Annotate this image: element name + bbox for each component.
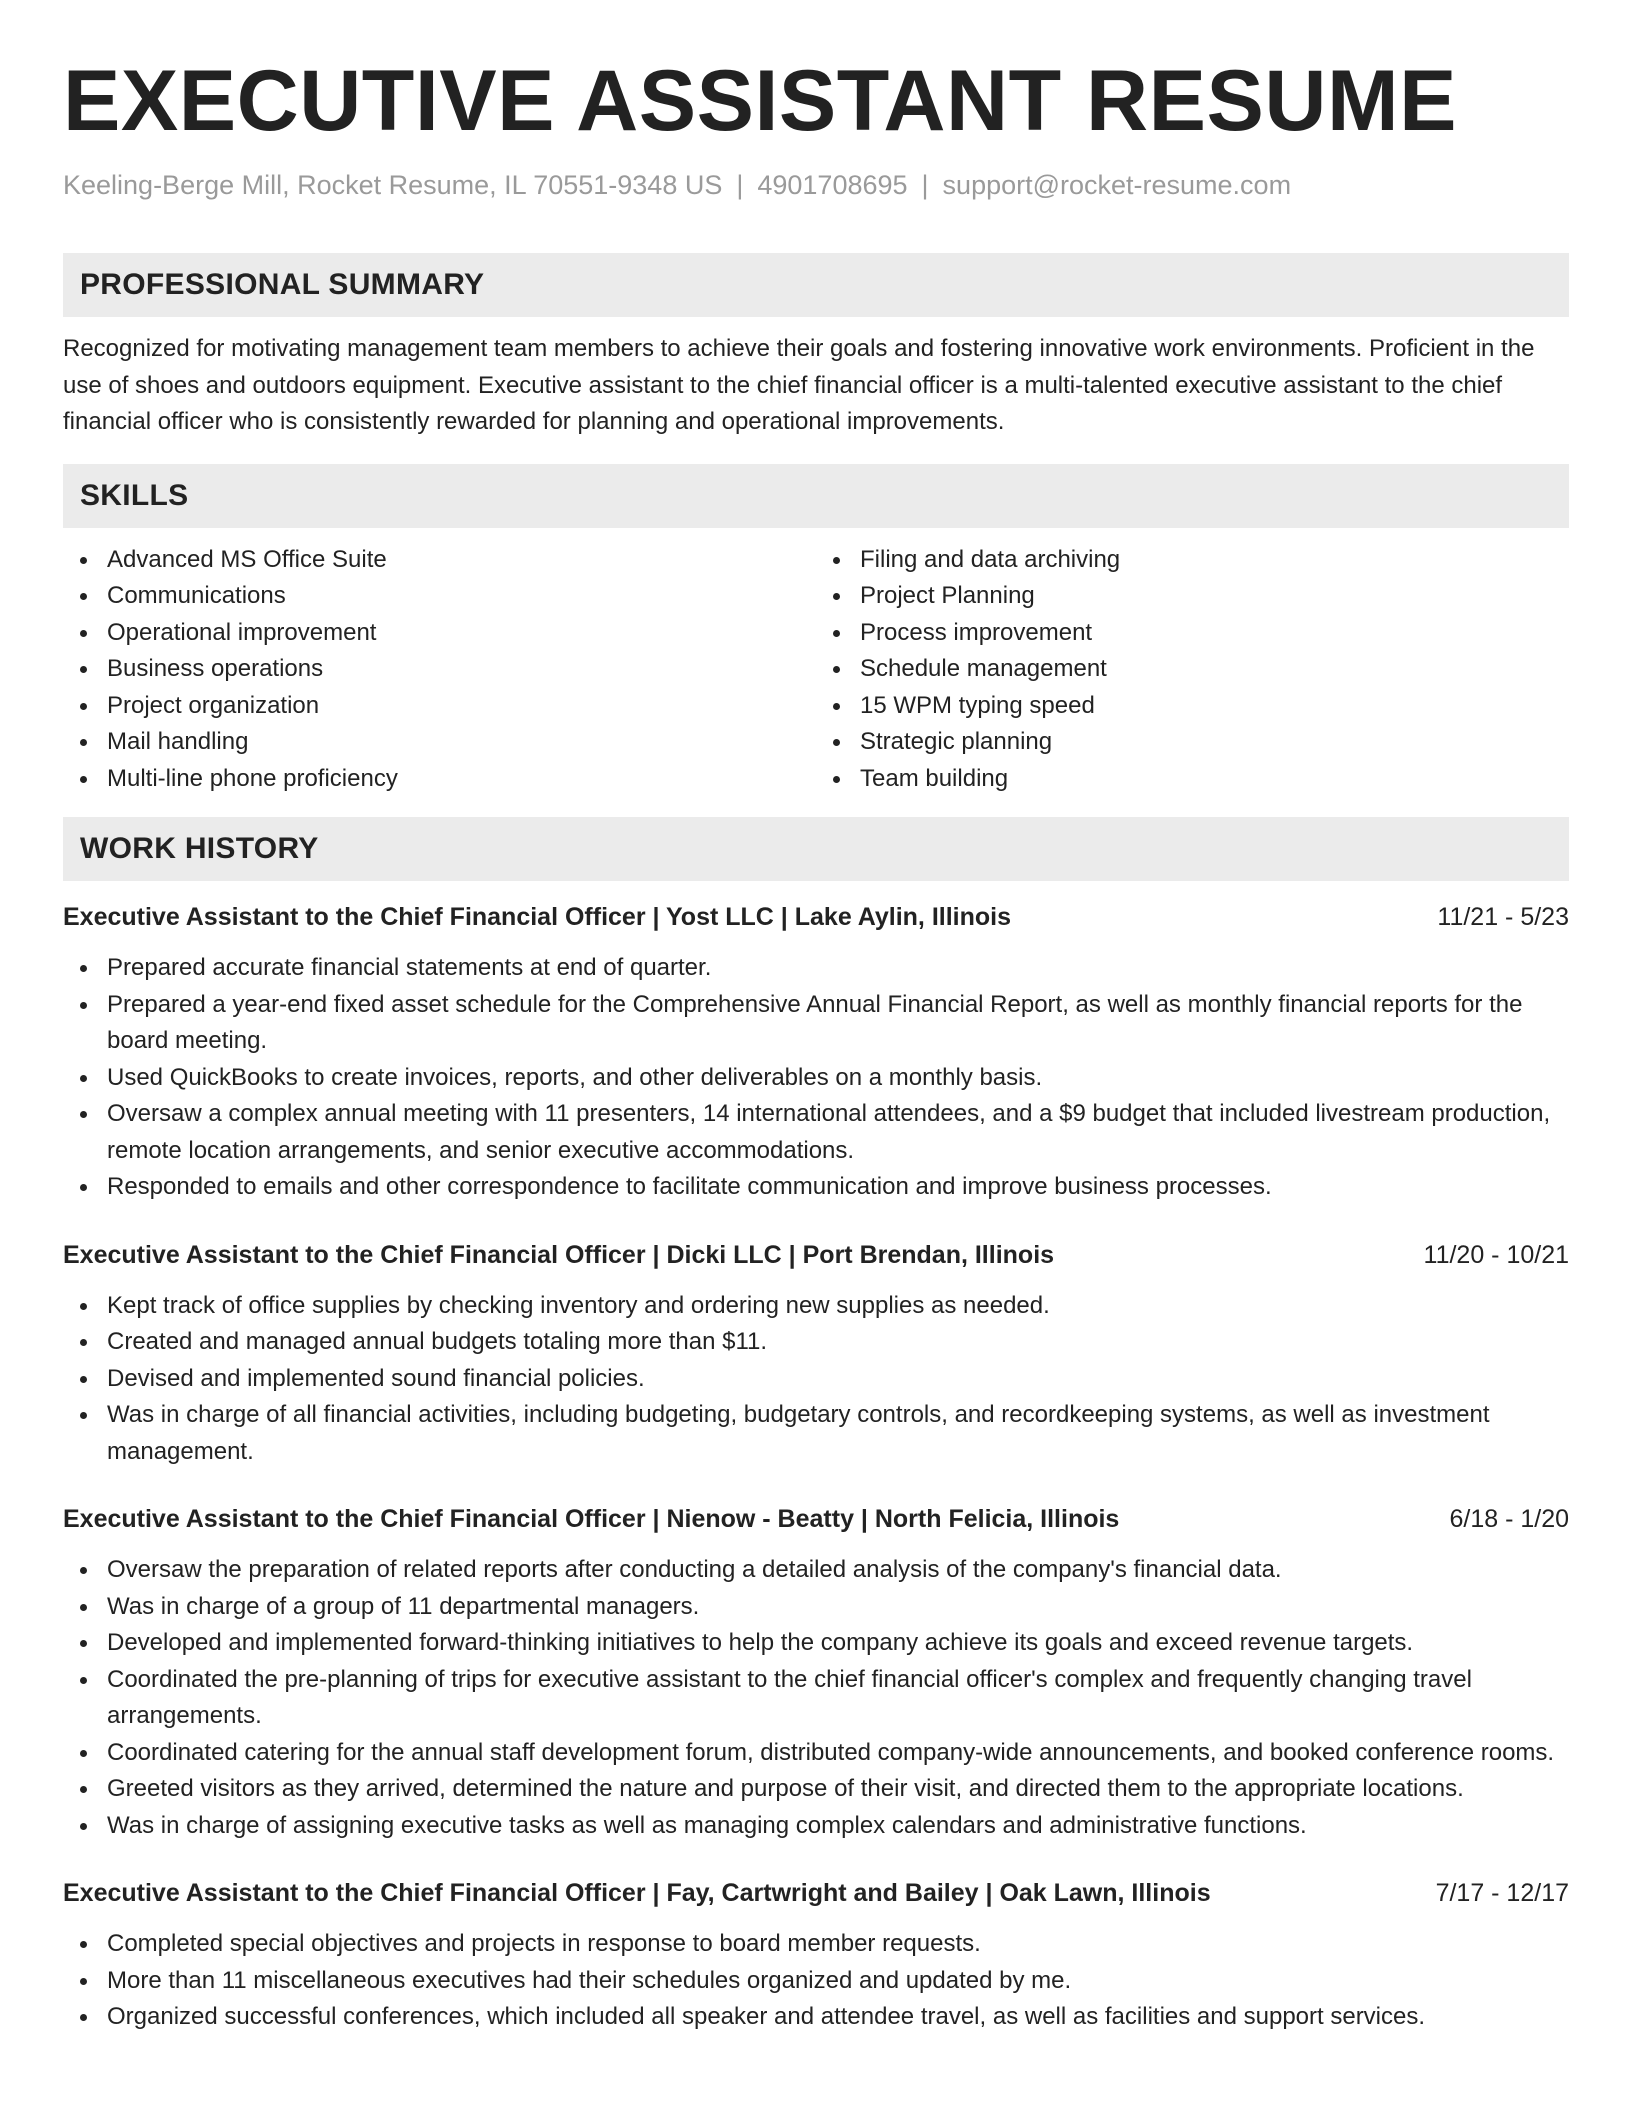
job-bullet: Kept track of office supplies by checking inventory and ordering new supplies as needed.: [107, 1288, 1569, 1325]
section-header-skills: SKILLS: [63, 464, 1569, 528]
skill-item: Schedule management: [860, 651, 1569, 688]
skill-item: Mail handling: [107, 724, 816, 761]
job-entry: [63, 1237, 1569, 1471]
contact-phone: 4901708695: [757, 170, 908, 200]
contact-separator: |: [736, 170, 744, 200]
job-title: Executive Assistant to the Chief Financial Officer | Dicki LLC | Port Brendan, Illinois: [63, 1240, 1055, 1269]
job-bullets: [63, 950, 1569, 1206]
job-bullet: Responded to emails and other correspondence to facilitate communication and improve business processes.: [107, 1169, 1569, 1206]
skills-column-left: [63, 542, 816, 798]
skill-item: Process improvement: [860, 615, 1569, 652]
skill-item: Strategic planning: [860, 724, 1569, 761]
job-bullet: Oversaw the preparation of related reports after conducting a detailed analysis of the company's financial data.: [107, 1552, 1569, 1589]
skill-item: Operational improvement: [107, 615, 816, 652]
job-title: Executive Assistant to the Chief Financial Officer | Fay, Cartwright and Bailey | Oak Lawn, Illinois: [63, 1879, 1211, 1908]
skill-item: Multi-line phone proficiency: [107, 761, 816, 798]
job-bullet: Organized successful conferences, which included all speaker and attendee travel, as well as facilities and support services.: [107, 1999, 1569, 2036]
skills-list: [63, 542, 1569, 798]
job-bullets: [63, 1926, 1569, 2036]
section-header-work-history: WORK HISTORY: [63, 817, 1569, 881]
job-header: [63, 899, 1569, 935]
job-bullet: Oversaw a complex annual meeting with 11 presenters, 14 international attendees, and a $9 budget that included livestream production, remote location arrangements, and senior executive accommodations.: [107, 1096, 1569, 1169]
job-bullet: Used QuickBooks to create invoices, reports, and other deliverables on a monthly basis.: [107, 1060, 1569, 1097]
skill-item: Business operations: [107, 651, 816, 688]
resume-title: EXECUTIVE ASSISTANT RESUME: [63, 53, 1457, 149]
job-bullets: [63, 1288, 1569, 1471]
job-bullet: Coordinated catering for the annual staff development forum, distributed company-wide announcements, and booked conference rooms.: [107, 1735, 1569, 1772]
skill-item: Filing and data archiving: [860, 542, 1569, 579]
job-bullet: Devised and implemented sound financial policies.: [107, 1361, 1569, 1398]
job-bullet: Was in charge of all financial activities, including budgeting, budgetary controls, and recordkeeping systems, as well as investment management.: [107, 1397, 1569, 1470]
summary-text: Recognized for motivating management team members to achieve their goals and fostering innovative work environments. Proficient in the use of shoes and outdoors equipment. Executive assistant to the chief financial officer is a multi-talented executive assistant to the chief financial officer who is consistently rewarded for planning and operational improvements.: [63, 335, 1535, 436]
job-bullet: Was in charge of assigning executive tasks as well as managing complex calendars and administrative functions.: [107, 1808, 1569, 1845]
job-bullet: Developed and implemented forward-thinking initiatives to help the company achieve its goals and exceed revenue targets.: [107, 1625, 1569, 1662]
job-entry: [63, 1875, 1569, 2036]
skills-column-right: [816, 542, 1569, 798]
job-dates: 11/21 - 5/23: [1437, 903, 1569, 932]
skill-item: Advanced MS Office Suite: [107, 542, 816, 579]
job-header: [63, 1875, 1569, 1911]
job-entry: [63, 1501, 1569, 1844]
job-title: Executive Assistant to the Chief Financial Officer | Nienow - Beatty | North Felicia, Illinois: [63, 1505, 1120, 1534]
job-header: [63, 1237, 1569, 1273]
contact-line: [63, 169, 1569, 201]
job-bullet: Coordinated the pre-planning of trips for executive assistant to the chief financial officer's complex and frequently changing travel arrangements.: [107, 1662, 1569, 1735]
job-dates: 6/18 - 1/20: [1449, 1505, 1569, 1534]
job-bullet: Prepared a year-end fixed asset schedule for the Comprehensive Annual Financial Report, as well as monthly financial reports for the board meeting.: [107, 987, 1569, 1060]
job-bullet: Completed special objectives and projects in response to board member requests.: [107, 1926, 1569, 1963]
job-entry: [63, 899, 1569, 1206]
job-dates: 11/20 - 10/21: [1423, 1240, 1569, 1269]
job-bullet: More than 11 miscellaneous executives had their schedules organized and updated by me.: [107, 1963, 1569, 2000]
job-header: [63, 1501, 1569, 1537]
skill-item: 15 WPM typing speed: [860, 688, 1569, 725]
job-title: Executive Assistant to the Chief Financial Officer | Yost LLC | Lake Aylin, Illinois: [63, 903, 1011, 932]
job-dates: 7/17 - 12/17: [1435, 1879, 1569, 1908]
skill-item: Project organization: [107, 688, 816, 725]
job-bullet: Was in charge of a group of 11 departmental managers.: [107, 1589, 1569, 1626]
contact-separator: |: [921, 170, 929, 200]
job-bullet: Prepared accurate financial statements at end of quarter.: [107, 950, 1569, 987]
skill-item: Team building: [860, 761, 1569, 798]
contact-address: Keeling-Berge Mill, Rocket Resume, IL 70551-9348 US: [63, 170, 723, 200]
section-header-summary: PROFESSIONAL SUMMARY: [63, 253, 1569, 317]
job-bullet: Created and managed annual budgets totaling more than $11.: [107, 1324, 1569, 1361]
skill-item: Communications: [107, 578, 816, 615]
job-bullet: Greeted visitors as they arrived, determined the nature and purpose of their visit, and directed them to the appropriate locations.: [107, 1771, 1569, 1808]
contact-email: support@rocket-resume.com: [942, 170, 1292, 200]
job-bullets: [63, 1552, 1569, 1844]
skill-item: Project Planning: [860, 578, 1569, 615]
